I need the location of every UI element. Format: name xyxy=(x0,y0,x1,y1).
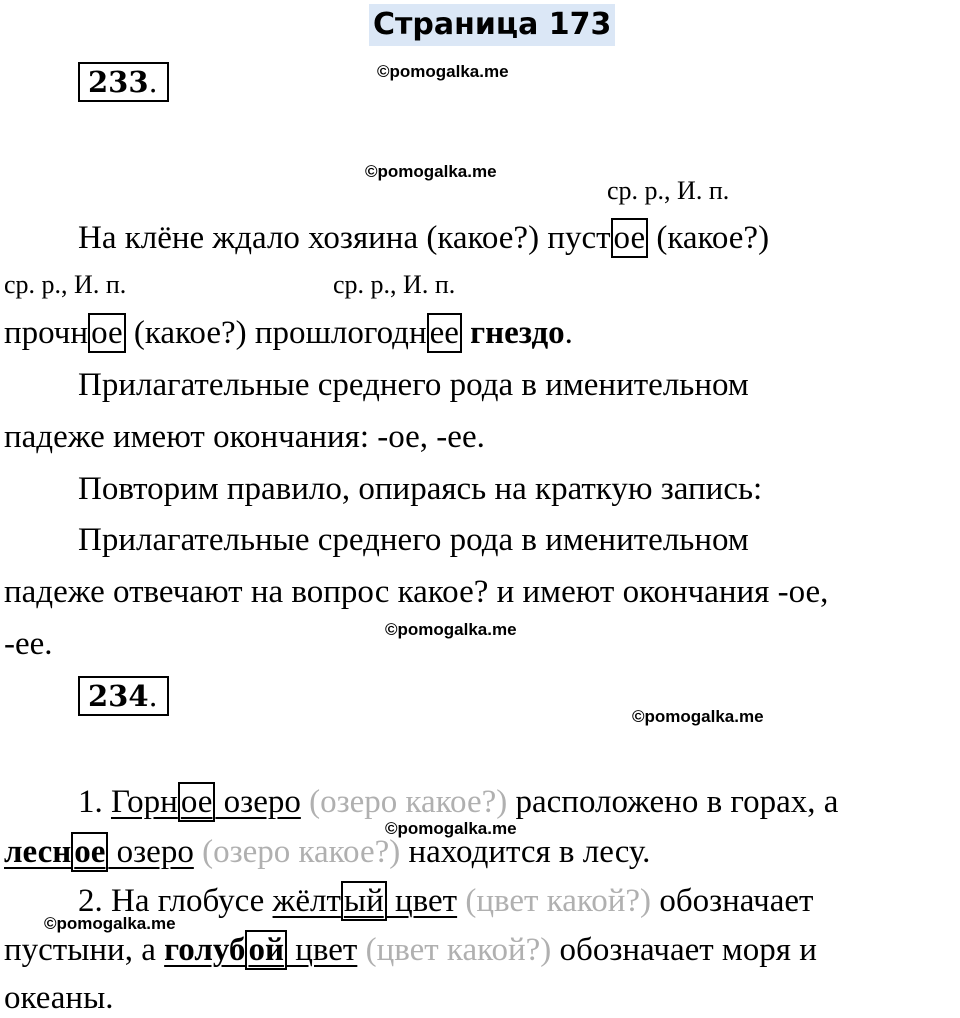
sentence-text: пустыни, а xyxy=(4,932,165,968)
phrase-underlined xyxy=(273,881,458,921)
grammar-annotation: ср. р., И. п. xyxy=(4,270,127,299)
sentence-text: находится в лесу. xyxy=(400,834,651,870)
ending-box: ее xyxy=(427,313,462,353)
sentence-text: . xyxy=(564,315,573,351)
noun-bold: гнездо xyxy=(470,315,565,351)
watermark: ©pomogalka.me xyxy=(365,162,497,181)
watermark: ©pomogalka.me xyxy=(385,620,517,639)
phrase-underlined xyxy=(111,782,301,822)
task-number-text: 233 xyxy=(88,65,149,99)
sentence-line xyxy=(78,881,813,921)
ending-box: ый xyxy=(341,881,387,921)
word-stem-bold: лесн xyxy=(4,834,72,870)
phrase-underlined xyxy=(4,832,194,872)
sentence-text: прочн xyxy=(4,315,89,351)
item-number: 1. xyxy=(78,784,111,820)
question-hint: (озеро какое?) xyxy=(202,834,401,870)
ending-box: ой xyxy=(245,930,287,970)
sentence-text: На клёне ждало хозяина (какое?) пуст xyxy=(78,220,611,256)
question-hint: (цвет какой?) xyxy=(465,883,652,919)
sentence-text: (какое?) xyxy=(648,220,770,256)
task-number-text: 234 xyxy=(88,679,149,713)
grammar-annotation: ср. р., И. п. xyxy=(333,270,456,299)
word-stem: Горн xyxy=(111,784,178,820)
sentence-line xyxy=(4,930,817,970)
phrase-underlined xyxy=(164,930,357,970)
noun: озеро xyxy=(215,784,301,820)
sentence-text: обозначает моря и xyxy=(551,932,817,968)
ending-box: ое xyxy=(178,782,216,822)
question-hint: (озеро какое?) xyxy=(309,784,508,820)
sentence-line xyxy=(78,782,838,822)
sentence-text: обозначает xyxy=(651,883,814,919)
noun: цвет xyxy=(386,883,458,919)
watermark: ©pomogalka.me xyxy=(632,707,764,726)
word-stem-bold: голуб xyxy=(164,932,246,968)
noun: озеро xyxy=(108,834,194,870)
noun: цвет xyxy=(286,932,358,968)
task-number-dot: . xyxy=(148,65,158,99)
sentence-text: расположено в горах, а xyxy=(507,784,839,820)
sentence-text: 2. На глобусе xyxy=(78,883,273,919)
ending-box: ое xyxy=(88,313,126,353)
task-number-dot: . xyxy=(148,679,158,713)
sentence-line: океаны. xyxy=(4,980,114,1016)
paragraph-line: Повторим правило, опираясь на краткую запись: xyxy=(78,471,763,507)
paragraph-line: падеже отвечают на вопрос какое? и имеют окончания -ое, xyxy=(4,574,829,610)
task-number-234 xyxy=(78,676,169,716)
page-title: Страница 173 xyxy=(369,4,615,46)
ending-box: ое xyxy=(71,832,108,872)
grammar-annotation: ср. р., И. п. xyxy=(607,176,730,205)
paragraph-line: Прилагательные среднего рода в именительном xyxy=(78,522,749,558)
paragraph-line: Прилагательные среднего рода в именительном xyxy=(78,367,749,403)
word-stem: жёлт xyxy=(272,883,341,919)
sentence-line xyxy=(4,832,650,872)
watermark: ©pomogalka.me xyxy=(385,819,517,838)
question-hint: (цвет какой?) xyxy=(365,932,552,968)
sentence-line xyxy=(4,313,573,353)
paragraph-line: падеже имеют окончания: -ое, -ее. xyxy=(4,419,485,455)
sentence-line xyxy=(78,218,769,258)
ending-box: ое xyxy=(611,218,649,258)
watermark: ©pomogalka.me xyxy=(44,914,176,933)
watermark: ©pomogalka.me xyxy=(377,62,509,81)
task-number-233 xyxy=(78,62,169,102)
paragraph-line: -ее. xyxy=(4,626,53,662)
sentence-text: (какое?) прошлогодн xyxy=(125,315,427,351)
